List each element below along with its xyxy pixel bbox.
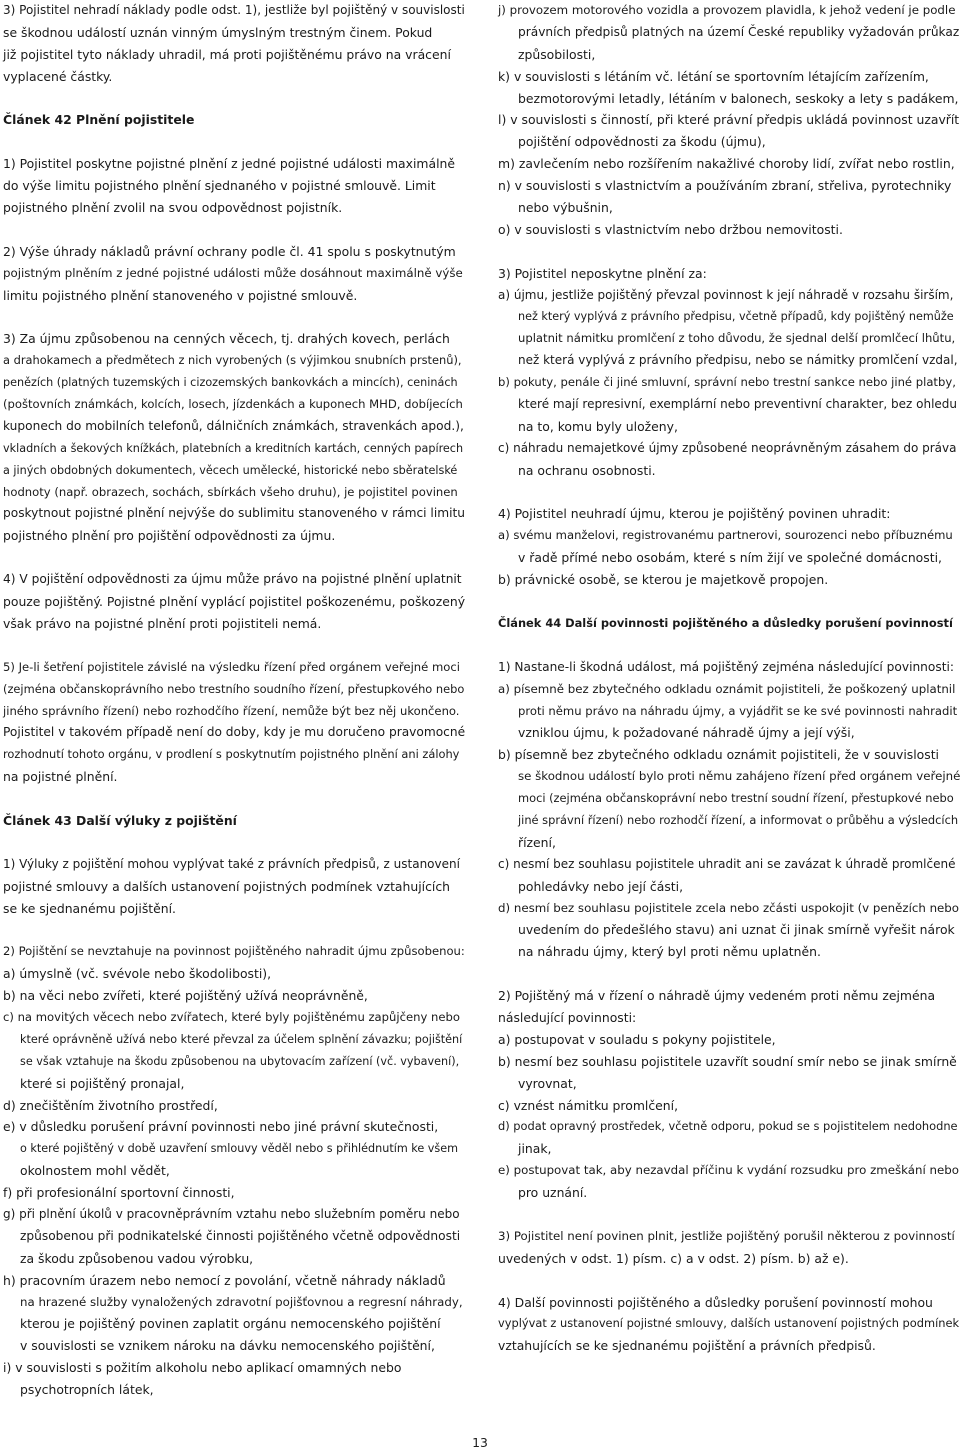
text-line: 2) Pojištěný má v řízení o náhradě újmy vedeném proti němu zejména — [498, 988, 936, 1004]
paragraph-spacer — [498, 241, 960, 263]
text-line: b) na věci nebo zvířeti, které pojištěný užívá neoprávněně, — [3, 988, 368, 1004]
text-line: na to, komu byly uloženy, — [518, 418, 678, 434]
text-line: h) pracovním úrazem nebo nemocí z povolání, včetně náhrady nákladů — [3, 1272, 446, 1288]
text-line: právních předpisů platných na území České republiky vyžadován průkaz — [518, 24, 960, 39]
left-column — [3, 0, 465, 1401]
text-line: 2) Výše úhrady nákladů právní ochrany podle čl. 41 spolu s poskytnutým — [3, 243, 456, 259]
text-line: pojištění odpovědnosti za škodu (újmu), — [518, 134, 766, 150]
text-line: v souvislosti se vznikem nároku na dávku nemocenského pojištění, — [20, 1338, 435, 1354]
text-line: 3) Pojistitel neposkytne plnění za: — [498, 265, 707, 281]
text-line: a) písemně bez zbytečného odkladu oznámit pojistiteli, že poškozený uplatnil — [498, 681, 956, 696]
text-line: (poštovních známkách, kolcích, losech, jízdenkách a kuponech MHD, dobíjecích — [3, 397, 463, 412]
text-line: pojistným plněním z jedné pojistné události může dosáhnout maximálně výše — [3, 265, 463, 280]
text-line: psychotropních látek, — [20, 1382, 154, 1398]
text-line: 1) Nastane-li škodná událost, má pojištěný zejména následující povinnosti: — [498, 659, 954, 674]
text-line: rozhodnutí tohoto orgánu, v prodlení s poskytnutím pojistného plnění ani zálohy — [3, 747, 460, 762]
text-line: 1) Pojistitel poskytne pojistné plnění z jedné pojistné události maximálně — [3, 156, 455, 172]
paragraph-spacer — [498, 635, 960, 657]
article-heading: Článek 42 Plnění pojistitele — [3, 112, 195, 128]
paragraph-spacer — [3, 832, 465, 854]
text-line: b) právnické osobě, se kterou je majetkově propojen. — [498, 572, 829, 588]
article-heading: Článek 44 Další povinnosti pojištěného a důsledky porušení povinností — [498, 615, 953, 630]
text-line: o) v souvislosti s vlastnictvím nebo držbou nemovitosti. — [498, 221, 843, 237]
text-line: následující povinnosti: — [498, 1009, 637, 1025]
text-line: c) na movitých věcech nebo zvířatech, které byly pojištěnému zapůjčeny nebo — [3, 1009, 460, 1024]
text-line: kuponech do mobilních telefonů, dálničních známkách, stravenkách apod.), — [3, 418, 464, 433]
text-line: vyrovnat, — [518, 1075, 577, 1091]
text-line: než která vyplývá z právního předpisu, nebo se námitky promlčení vzdal, — [518, 353, 958, 368]
text-line: pohledávky nebo její části, — [518, 878, 684, 894]
text-line: a) úmyslně (vč. svévole nebo škodolibosti), — [3, 966, 272, 982]
text-line: a) postupovat v souladu s pokyny pojistitele, — [498, 1031, 776, 1047]
text-line: d) podat opravný prostředek, včetně odporu, pokud se s pojistitelem nedohodne — [498, 1119, 958, 1134]
text-line: 5) Je-li šetření pojistitele závislé na výsledku řízení před orgánem veřejné moci — [3, 659, 460, 674]
text-line: e) v důsledku porušení právní povinnosti nebo jiné právní skutečnosti, — [3, 1119, 439, 1135]
text-line: b) nesmí bez souhlasu pojistitele uzavřít soudní smír nebo se jinak smírně — [498, 1053, 957, 1069]
paragraph-spacer — [498, 1204, 960, 1226]
text-line: pojistného plnění zvolil na svou odpovědnost pojistník. — [3, 200, 343, 216]
text-line: d) znečištěním životního prostředí, — [3, 1097, 218, 1113]
text-line: se škodnou událostí uznán vinným úmyslným trestným činem. Pokud — [3, 24, 433, 40]
text-line: (zejména občanskoprávního nebo trestního soudního řízení, přestupkového nebo — [3, 681, 465, 696]
text-line: b) písemně bez zbytečného odkladu oznámit pojistiteli, že v souvislosti — [498, 747, 940, 763]
text-line: pouze pojištěný. Pojistné plnění vyplácí pojistitel poškozenému, poškozený — [3, 594, 466, 610]
text-line: a) újmu, jestliže pojištěný převzal povinnost k její náhradě v rozsahu širším, — [498, 287, 954, 302]
paragraph-spacer — [3, 219, 465, 241]
text-line: vztahujících se ke sjednanému pojištění a právních předpisů. — [498, 1338, 876, 1354]
text-line: vkladních a šekových knížkách, platebních a kreditních kartách, cenných papírech — [3, 441, 464, 455]
text-line: řízení, — [518, 834, 556, 850]
text-line: na hrazené služby vynaložených zdravotní pojišťovnou a regresní náhrady, — [20, 1294, 463, 1309]
paragraph-spacer — [3, 131, 465, 153]
text-line: okolnostem mohl vědět, — [20, 1163, 170, 1179]
text-line: za škodu způsobenou vadou výrobku, — [20, 1250, 254, 1266]
text-line: 4) Další povinnosti pojištěného a důsledky porušení povinností mohou — [498, 1294, 933, 1310]
text-line: se škodnou událostí bylo proti němu zahájeno řízení před orgánem veřejné — [518, 769, 960, 784]
text-line: než který vyplývá z právního předpisu, včetně případů, kdy pojištěný nemůže — [518, 310, 954, 324]
text-line: poskytnout pojistné plnění nejvýše do sublimitu stanoveného v rámci limitu — [3, 506, 465, 521]
text-line: uvedením do předešlého stavu) ani uznat či jinak smírně vyřešit nárok — [518, 922, 955, 938]
paragraph-spacer — [498, 591, 960, 613]
text-line: 4) V pojištění odpovědnosti za újmu může právo na pojistné plnění uplatnit — [3, 572, 462, 587]
text-line: již pojistitel tyto náklady uhradil, má proti pojištěnému právo na vrácení — [3, 46, 451, 62]
paragraph-spacer — [3, 306, 465, 328]
text-line: o které pojištěný v době uzavření smlouvy věděl nebo s přihlédnutím ke všem — [20, 1142, 459, 1156]
text-line: hodnoty (např. obrazech, sochách, sbírkách všeho druhu), je pojistitel povinen — [3, 484, 458, 499]
text-line: vyplývat z ustanovení pojistné smlouvy, dalších ustanovení pojistných podmínek — [498, 1316, 960, 1331]
text-line: se ke sjednanému pojištění. — [3, 900, 176, 916]
text-line: pro uznání. — [518, 1185, 588, 1201]
text-line: vzniklou újmu, k požadované náhradě újmy a její výši, — [518, 725, 855, 741]
text-line: jiné správní řízení) nebo rozhodčí řízení, a informovat o průběhu a výsledcích — [518, 812, 959, 827]
text-line: pojistného plnění pro pojištění odpovědnosti za újmu. — [3, 528, 336, 544]
text-line: a) svému manželovi, registrovanému partnerovi, sourozenci nebo příbuznému — [498, 528, 953, 543]
paragraph-spacer — [498, 482, 960, 504]
text-line: uplatnit námitku promlčení z toho důvodu, že sjednal delší promlčecí lhůtu, — [518, 331, 956, 346]
text-line: uvedených v odst. 1) písm. c) a v odst. 2) písm. b) až e). — [498, 1250, 849, 1266]
text-line: na náhradu újmy, který byl proti němu uplatněn. — [518, 944, 821, 960]
text-line: proti němu právo na náhradu újmy, a vyjádřit se ke své povinnosti nahradit — [518, 703, 958, 718]
text-line: m) zavlečením nebo rozšířením nakažlivé choroby lidí, zvířat nebo rostlin, — [498, 156, 955, 172]
text-line: bezmotorovými letadly, létáním v balonech, seskoky a lety s padákem, — [518, 90, 959, 106]
paragraph-spacer — [3, 788, 465, 810]
text-line: c) nesmí bez souhlasu pojistitele uhradit ani se zavázat k úhradě promlčené — [498, 856, 956, 871]
text-line: kterou je pojištěný povinen zaplatit orgánu nemocenského pojištění — [20, 1316, 441, 1332]
text-line: vyplacené částky. — [3, 68, 113, 84]
text-line: limitu pojistného plnění stanoveného v pojistné smlouvě. — [3, 287, 358, 303]
text-line: způsobilosti, — [518, 46, 596, 62]
article-heading: Článek 43 Další výluky z pojištění — [3, 812, 237, 828]
text-line: penězích (platných tuzemských i cizozemských bankovkách a mincích), ceninách — [3, 376, 458, 390]
text-line: moci (zejména občanskoprávní nebo trestní soudní řízení, přestupkové nebo — [518, 791, 954, 806]
text-line: které oprávněně užívá nebo které převzal za účelem splnění závazku; pojištění — [20, 1032, 463, 1046]
text-line: 4) Pojistitel neuhradí újmu, kterou je pojištěný povinen uhradit: — [498, 506, 891, 522]
text-line: 1) Výluky z pojištění mohou vyplývat také z právních předpisů, z ustanovení — [3, 856, 460, 871]
text-line: g) při plnění úkolů v pracovněprávním vztahu nebo služebním poměru nebo — [3, 1206, 460, 1221]
text-line: d) nesmí bez souhlasu pojistitele zcela nebo zčásti uspokojit (v penězích nebo — [498, 900, 960, 915]
page-number: 13 — [472, 1435, 488, 1450]
text-line: pojistné smlouvy a dalších ustanovení pojistných podmínek vztahujících — [3, 878, 451, 894]
text-line: na pojistné plnění. — [3, 769, 118, 785]
text-line: které si pojištěný pronajal, — [20, 1075, 185, 1091]
paragraph-spacer — [498, 963, 960, 985]
text-line: a jiných obdobných dokumentech, věcech umělecké, historické nebo sběratelské — [3, 463, 458, 477]
text-line: se však vztahuje na škodu způsobenou na ubytovacím zařízení (vč. vybavení), — [20, 1054, 460, 1068]
text-line: do výše limitu pojistného plnění sjednaného v pojistné smlouvě. Limit — [3, 178, 436, 194]
text-line: které mají represivní, exemplární nebo preventivní charakter, bez ohledu — [518, 397, 958, 412]
text-line: c) náhradu nemajetkové újmy způsobené neoprávněným zásahem do práva — [498, 440, 957, 455]
text-line: Pojistitel v takovém případě není do doby, kdy je mu doručeno pravomocné — [3, 725, 466, 740]
text-line: l) v souvislosti s činností, při které právní předpis ukládá povinnost uzavřít — [498, 112, 960, 128]
text-line: 2) Pojištění se nevztahuje na povinnost pojištěného nahradit újmu způsobenou: — [3, 944, 465, 959]
text-line: i) v souvislosti s požitím alkoholu nebo aplikací omamných nebo — [3, 1360, 402, 1376]
paragraph-spacer — [498, 1270, 960, 1292]
text-line: 3) Pojistitel není povinen plnit, jestliže pojištěný porušil některou z povinností — [498, 1228, 955, 1243]
text-line: c) vznést námitku promlčení, — [498, 1097, 679, 1113]
text-line: a drahokamech a předmětech z nich vyrobených (s výjimkou snubních prstenů), — [3, 353, 462, 368]
text-line: e) postupovat tak, aby nezavdal příčinu k vydání rozsudku pro zmeškání nebo — [498, 1163, 959, 1178]
text-line: 3) Za újmu způsobenou na cenných věcech, tj. drahých kovech, perlách — [3, 331, 450, 347]
text-line: na ochranu osobnosti. — [518, 462, 656, 478]
text-line: b) pokuty, penále či jiné smluvní, správní nebo trestní sankce nebo jiné platby, — [498, 375, 956, 390]
text-line: způsobenou při podnikatelské činnosti pojištěného včetně odpovědnosti — [20, 1228, 461, 1243]
text-line: k) v souvislosti s létáním vč. létání se sportovním létajícím zařízením, — [498, 68, 929, 84]
paragraph-spacer — [3, 88, 465, 110]
text-line: j) provozem motorového vozidla a provozem plavidla, k jehož vedení je podle — [498, 3, 956, 17]
paragraph-spacer — [3, 635, 465, 657]
text-line: n) v souvislosti s vlastnictvím a používáním zbraní, střeliva, pyrotechniky — [498, 178, 952, 194]
text-line: v řadě přímé nebo osobám, které s ním žijí ve společné domácnosti, — [518, 550, 942, 566]
text-line: jiného správního řízení) nebo rozhodčího řízení, nemůže být bez něj ukončeno. — [3, 703, 460, 718]
text-line: 3) Pojistitel nehradí náklady podle odst. 1), jestliže byl pojištěný v souvislosti — [3, 3, 465, 17]
right-column — [498, 0, 960, 1357]
text-line: nebo výbušnin, — [518, 200, 613, 216]
text-line: f) při profesionální sportovní činnosti, — [3, 1185, 235, 1201]
paragraph-spacer — [3, 919, 465, 941]
text-line: jinak, — [518, 1141, 552, 1157]
paragraph-spacer — [3, 547, 465, 569]
text-line: však právo na pojistné plnění proti pojistiteli nemá. — [3, 615, 322, 631]
